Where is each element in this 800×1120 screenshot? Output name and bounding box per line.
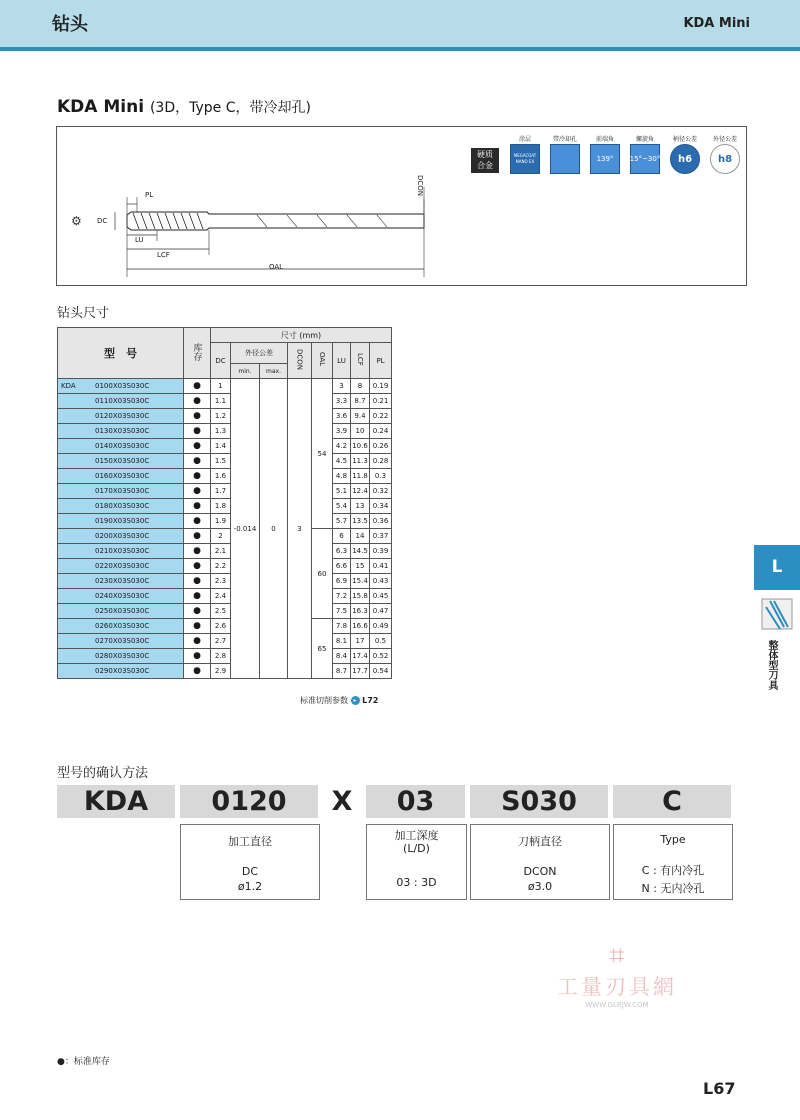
dc-cell: 1.8 bbox=[211, 499, 231, 514]
table-row bbox=[58, 409, 392, 424]
icon-symbol bbox=[550, 144, 580, 174]
model-code: 0160X03S030C bbox=[95, 472, 150, 480]
model-cell bbox=[58, 649, 184, 664]
lcf-cell: 17 bbox=[351, 634, 370, 649]
stock-cell: ● bbox=[184, 484, 211, 499]
lu-cell: 6.9 bbox=[333, 574, 351, 589]
col-header-model: 型 号 bbox=[58, 328, 184, 379]
pl-cell: 0.22 bbox=[370, 409, 392, 424]
lcf-cell: 10 bbox=[351, 424, 370, 439]
model-cell bbox=[58, 634, 184, 649]
model-cell bbox=[58, 469, 184, 484]
dcon-cell: 3 bbox=[288, 379, 312, 679]
dc-cell: 2 bbox=[211, 529, 231, 544]
lcf-cell: 9.4 bbox=[351, 409, 370, 424]
table-row bbox=[58, 529, 392, 544]
lu-cell: 3.9 bbox=[333, 424, 351, 439]
lcf-label: LCF bbox=[356, 353, 364, 366]
dc-cell: 1.4 bbox=[211, 439, 231, 454]
stock-cell: ● bbox=[184, 634, 211, 649]
icon-symbol: h6 bbox=[670, 144, 700, 174]
expl-depth bbox=[366, 824, 467, 900]
stock-cell: ● bbox=[184, 529, 211, 544]
model-code: 0260X03S030C bbox=[95, 622, 150, 630]
header-title: 钻头 bbox=[52, 14, 88, 35]
tol-min-cell: -0.014 bbox=[231, 379, 260, 679]
page-header bbox=[0, 0, 800, 47]
expl-line bbox=[367, 861, 466, 874]
model-cell bbox=[58, 454, 184, 469]
model-cell bbox=[58, 499, 184, 514]
model-code: 0150X03S030C bbox=[95, 457, 150, 465]
expl-title: 加工深度 (L/D) bbox=[394, 829, 439, 855]
dc-cell: 2.3 bbox=[211, 574, 231, 589]
drill-tip-icon: ⚙ bbox=[71, 214, 82, 228]
dim-lcf: LCF bbox=[157, 251, 170, 259]
col-header-max: max. bbox=[260, 364, 288, 379]
lu-cell: 5.4 bbox=[333, 499, 351, 514]
tol-max-cell: 0 bbox=[260, 379, 288, 679]
pl-cell: 0.52 bbox=[370, 649, 392, 664]
side-label: 整体型刀具 bbox=[766, 640, 777, 690]
dc-cell: 2.4 bbox=[211, 589, 231, 604]
dim-dcon: DCON bbox=[416, 175, 424, 197]
lu-cell: 6.3 bbox=[333, 544, 351, 559]
dc-cell: 1.1 bbox=[211, 394, 231, 409]
stock-cell: ● bbox=[184, 454, 211, 469]
table-row bbox=[58, 574, 392, 589]
expl-line: DC bbox=[241, 865, 259, 878]
lu-cell: 5.1 bbox=[333, 484, 351, 499]
expl-line: ø1.2 bbox=[237, 880, 263, 893]
table-row bbox=[58, 499, 392, 514]
model-prefix: KDA bbox=[61, 382, 76, 390]
lcf-cell: 14 bbox=[351, 529, 370, 544]
lcf-cell: 16.6 bbox=[351, 619, 370, 634]
pl-cell: 0.54 bbox=[370, 664, 392, 679]
lcf-cell: 13 bbox=[351, 499, 370, 514]
stock-cell: ● bbox=[184, 544, 211, 559]
oal-cell: 65 bbox=[312, 619, 333, 679]
model-code: 0250X03S030C bbox=[95, 607, 150, 615]
expl-line: ø3.0 bbox=[527, 880, 553, 893]
model-cell bbox=[58, 424, 184, 439]
pl-cell: 0.37 bbox=[370, 529, 392, 544]
pl-cell: 0.34 bbox=[370, 499, 392, 514]
lu-cell: 7.8 bbox=[333, 619, 351, 634]
col-header-oal bbox=[312, 343, 333, 379]
reference-icon: ▸ bbox=[351, 696, 360, 705]
table-row bbox=[58, 664, 392, 679]
code-part-shank: S030 bbox=[470, 785, 608, 818]
model-code: 0230X03S030C bbox=[95, 577, 150, 585]
stock-cell: ● bbox=[184, 424, 211, 439]
model-code: 0170X03S030C bbox=[95, 487, 150, 495]
spec-table bbox=[57, 327, 392, 679]
expl-line: DCON bbox=[523, 865, 557, 878]
lcf-cell: 8 bbox=[351, 379, 370, 394]
icon-caption: 柄径公差 bbox=[672, 136, 697, 143]
expl-line: 03 : 3D bbox=[396, 876, 437, 889]
model-cell bbox=[58, 379, 184, 394]
oal-cell: 54 bbox=[312, 379, 333, 529]
dc-cell: 1.2 bbox=[211, 409, 231, 424]
lu-cell: 8.1 bbox=[333, 634, 351, 649]
col-header-lu: LU bbox=[333, 343, 351, 379]
dc-cell: 1.5 bbox=[211, 454, 231, 469]
pl-cell: 0.3 bbox=[370, 469, 392, 484]
pl-cell: 0.32 bbox=[370, 484, 392, 499]
model-cell bbox=[58, 514, 184, 529]
oal-cell: 60 bbox=[312, 529, 333, 619]
pl-cell: 0.49 bbox=[370, 619, 392, 634]
lcf-cell: 14.5 bbox=[351, 544, 370, 559]
drill-outline bbox=[127, 212, 424, 230]
lu-cell: 7.2 bbox=[333, 589, 351, 604]
helix-angle-icon bbox=[623, 135, 667, 174]
lcf-cell: 8.7 bbox=[351, 394, 370, 409]
code-part-diameter: 0120 bbox=[180, 785, 318, 818]
model-cell bbox=[58, 544, 184, 559]
model-cell bbox=[58, 529, 184, 544]
expl-shank bbox=[470, 824, 610, 900]
point-angle-icon bbox=[583, 135, 627, 174]
model-code: 0270X03S030C bbox=[95, 637, 150, 645]
lu-cell: 4.8 bbox=[333, 469, 351, 484]
icon-caption: 涂层 bbox=[518, 136, 531, 143]
stock-cell: ● bbox=[184, 574, 211, 589]
model-cell bbox=[58, 574, 184, 589]
header-divider bbox=[0, 47, 800, 51]
lu-cell: 3.3 bbox=[333, 394, 351, 409]
lu-cell: 3.6 bbox=[333, 409, 351, 424]
stock-cell: ● bbox=[184, 514, 211, 529]
watermark bbox=[537, 941, 697, 1009]
expl-type bbox=[613, 824, 733, 900]
stock-cell: ● bbox=[184, 619, 211, 634]
lcf-cell: 15.8 bbox=[351, 589, 370, 604]
expl-title: Type bbox=[660, 833, 686, 846]
icon-caption: 螺旋角 bbox=[635, 136, 654, 143]
table-row bbox=[58, 649, 392, 664]
product-title bbox=[57, 97, 311, 117]
watermark-text: 工量刃具網 bbox=[557, 975, 677, 999]
pl-cell: 0.24 bbox=[370, 424, 392, 439]
code-part-series: KDA bbox=[57, 785, 175, 818]
col-header-stock bbox=[184, 328, 211, 379]
section-title-code: 型号的确认方法 bbox=[57, 766, 149, 781]
expl-line: N : 无内冷孔 bbox=[641, 882, 705, 895]
solid-tool-icon bbox=[760, 597, 794, 631]
stock-cell: ● bbox=[184, 559, 211, 574]
stock-cell: ● bbox=[184, 664, 211, 679]
coating-icon bbox=[503, 135, 547, 174]
pl-cell: 0.41 bbox=[370, 559, 392, 574]
lcf-cell: 12.4 bbox=[351, 484, 370, 499]
dc-cell: 1.6 bbox=[211, 469, 231, 484]
lu-cell: 8.7 bbox=[333, 664, 351, 679]
watermark-url: WWW.GLRJW.COM bbox=[585, 1001, 649, 1009]
pl-cell: 0.45 bbox=[370, 589, 392, 604]
model-code: 0120X03S030C bbox=[95, 412, 150, 420]
pl-cell: 0.36 bbox=[370, 514, 392, 529]
dc-cell: 1.9 bbox=[211, 514, 231, 529]
lcf-cell: 10.6 bbox=[351, 439, 370, 454]
icon-caption: 带冷却孔 bbox=[552, 136, 577, 143]
icon-caption: 前端角 bbox=[595, 136, 614, 143]
model-cell bbox=[58, 664, 184, 679]
expl-title: 加工直径 bbox=[228, 835, 272, 848]
stock-label: 库存 bbox=[191, 343, 202, 361]
expl-title: 刀柄直径 bbox=[518, 835, 562, 848]
header-product-name: KDA Mini bbox=[683, 16, 750, 31]
lu-cell: 7.5 bbox=[333, 604, 351, 619]
dc-cell: 1.3 bbox=[211, 424, 231, 439]
stock-cell: ● bbox=[184, 469, 211, 484]
model-code: 0290X03S030C bbox=[95, 667, 150, 675]
col-header-lcf bbox=[351, 343, 370, 379]
model-cell bbox=[58, 559, 184, 574]
lcf-cell: 11.8 bbox=[351, 469, 370, 484]
table-row bbox=[58, 469, 392, 484]
drill-figure bbox=[56, 126, 747, 286]
pl-cell: 0.21 bbox=[370, 394, 392, 409]
table-row bbox=[58, 454, 392, 469]
model-cell bbox=[58, 439, 184, 454]
lu-cell: 6 bbox=[333, 529, 351, 544]
lcf-cell: 15 bbox=[351, 559, 370, 574]
lu-cell: 5.7 bbox=[333, 514, 351, 529]
icon-symbol: h8 bbox=[710, 144, 740, 174]
stock-cell: ● bbox=[184, 409, 211, 424]
stock-cell: ● bbox=[184, 379, 211, 394]
stock-cell: ● bbox=[184, 439, 211, 454]
icon-symbol: MEGACOAT NANO EX bbox=[510, 144, 540, 174]
dc-cell: 2.6 bbox=[211, 619, 231, 634]
lcf-cell: 16.3 bbox=[351, 604, 370, 619]
model-code: 0240X03S030C bbox=[95, 592, 150, 600]
pl-cell: 0.28 bbox=[370, 454, 392, 469]
stock-cell: ● bbox=[184, 394, 211, 409]
pl-cell: 0.43 bbox=[370, 574, 392, 589]
table-row bbox=[58, 439, 392, 454]
table-row bbox=[58, 589, 392, 604]
table-row bbox=[58, 484, 392, 499]
expl-line: C : 有内冷孔 bbox=[641, 864, 705, 877]
lcf-cell: 11.3 bbox=[351, 454, 370, 469]
table-row bbox=[58, 394, 392, 409]
section-title-dims: 钻头尺寸 bbox=[57, 306, 110, 321]
lcf-cell: 15.4 bbox=[351, 574, 370, 589]
footnote: ●：标准库存 bbox=[57, 1057, 110, 1067]
dc-cell: 2.8 bbox=[211, 649, 231, 664]
model-code: 0210X03S030C bbox=[95, 547, 150, 555]
pl-cell: 0.39 bbox=[370, 544, 392, 559]
icon-caption: 外径公差 bbox=[712, 136, 737, 143]
model-cell bbox=[58, 409, 184, 424]
lu-cell: 8.4 bbox=[333, 649, 351, 664]
dc-cell: 2.9 bbox=[211, 664, 231, 679]
dcon-label: DCON bbox=[295, 348, 304, 371]
lu-cell: 6.6 bbox=[333, 559, 351, 574]
icon-symbol: 139° bbox=[590, 144, 620, 174]
product-name: KDA Mini bbox=[57, 97, 145, 117]
model-code: 0200X03S030C bbox=[95, 532, 150, 540]
code-part-depth: 03 bbox=[366, 785, 465, 818]
dim-dc: DC bbox=[97, 217, 108, 225]
cutting-note-label: 标准切削参数 bbox=[300, 696, 348, 705]
col-header-pl: PL bbox=[370, 343, 392, 379]
dim-lu: LU bbox=[135, 236, 144, 244]
lcf-cell: 13.5 bbox=[351, 514, 370, 529]
stock-cell: ● bbox=[184, 499, 211, 514]
col-header-size: 尺寸 (mm) bbox=[211, 328, 392, 343]
model-cell bbox=[58, 484, 184, 499]
lu-cell: 4.2 bbox=[333, 439, 351, 454]
model-code: 0180X03S030C bbox=[95, 502, 150, 510]
product-subtitle: (3D，Type C，带冷却孔) bbox=[149, 100, 311, 116]
shank-tolerance-icon bbox=[663, 135, 707, 174]
stock-cell: ● bbox=[184, 589, 211, 604]
col-header-dcon bbox=[288, 343, 312, 379]
pl-cell: 0.5 bbox=[370, 634, 392, 649]
cutting-note-ref: L72 bbox=[362, 696, 379, 705]
model-cell bbox=[58, 589, 184, 604]
table-row bbox=[58, 559, 392, 574]
model-code: 0110X03S030C bbox=[95, 397, 150, 405]
col-header-dc: DC bbox=[211, 343, 231, 379]
table-row bbox=[58, 544, 392, 559]
coolant-icon bbox=[543, 135, 587, 174]
carbide-badge: 硬质 合金 bbox=[471, 148, 499, 173]
lu-cell: 4.5 bbox=[333, 454, 351, 469]
pl-cell: 0.47 bbox=[370, 604, 392, 619]
model-cell bbox=[58, 604, 184, 619]
cutting-note bbox=[300, 695, 378, 706]
dc-cell: 2.5 bbox=[211, 604, 231, 619]
dc-cell: 2.1 bbox=[211, 544, 231, 559]
dc-cell: 2.7 bbox=[211, 634, 231, 649]
dc-cell: 2.2 bbox=[211, 559, 231, 574]
stock-cell: ● bbox=[184, 649, 211, 664]
dc-cell: 1.7 bbox=[211, 484, 231, 499]
pl-cell: 0.26 bbox=[370, 439, 392, 454]
model-code: 0280X03S030C bbox=[95, 652, 150, 660]
table-row bbox=[58, 619, 392, 634]
model-cell bbox=[58, 619, 184, 634]
model-code: 0140X03S030C bbox=[95, 442, 150, 450]
table-row bbox=[58, 514, 392, 529]
dim-pl: PL bbox=[145, 191, 154, 199]
icon-symbol: 15°~30° bbox=[630, 144, 660, 174]
lu-cell: 3 bbox=[333, 379, 351, 394]
expl-diameter bbox=[180, 824, 320, 900]
page-number: L67 bbox=[703, 1079, 736, 1098]
pl-cell: 0.19 bbox=[370, 379, 392, 394]
diameter-tolerance-icon bbox=[703, 135, 747, 174]
lcf-cell: 17.7 bbox=[351, 664, 370, 679]
table-row bbox=[58, 379, 392, 394]
code-part-type: C bbox=[613, 785, 731, 818]
model-code: 0130X03S030C bbox=[95, 427, 150, 435]
table-row bbox=[58, 424, 392, 439]
model-cell bbox=[58, 394, 184, 409]
lcf-cell: 17.4 bbox=[351, 649, 370, 664]
stock-cell: ● bbox=[184, 604, 211, 619]
watermark-logo-icon: ⌗ bbox=[609, 941, 625, 971]
model-code: 0100X03S030C bbox=[95, 382, 150, 390]
dc-cell: 1 bbox=[211, 379, 231, 394]
oal-label: OAL bbox=[318, 352, 326, 367]
code-separator: X bbox=[331, 786, 353, 817]
col-header-tolerance: 外径公差 bbox=[231, 343, 288, 364]
table-row bbox=[58, 634, 392, 649]
col-header-min: min. bbox=[231, 364, 260, 379]
model-code: 0220X03S030C bbox=[95, 562, 150, 570]
table-row bbox=[58, 604, 392, 619]
dim-oal: OAL bbox=[269, 263, 284, 271]
model-code: 0190X03S030C bbox=[95, 517, 150, 525]
side-tab[interactable]: L bbox=[754, 545, 800, 590]
